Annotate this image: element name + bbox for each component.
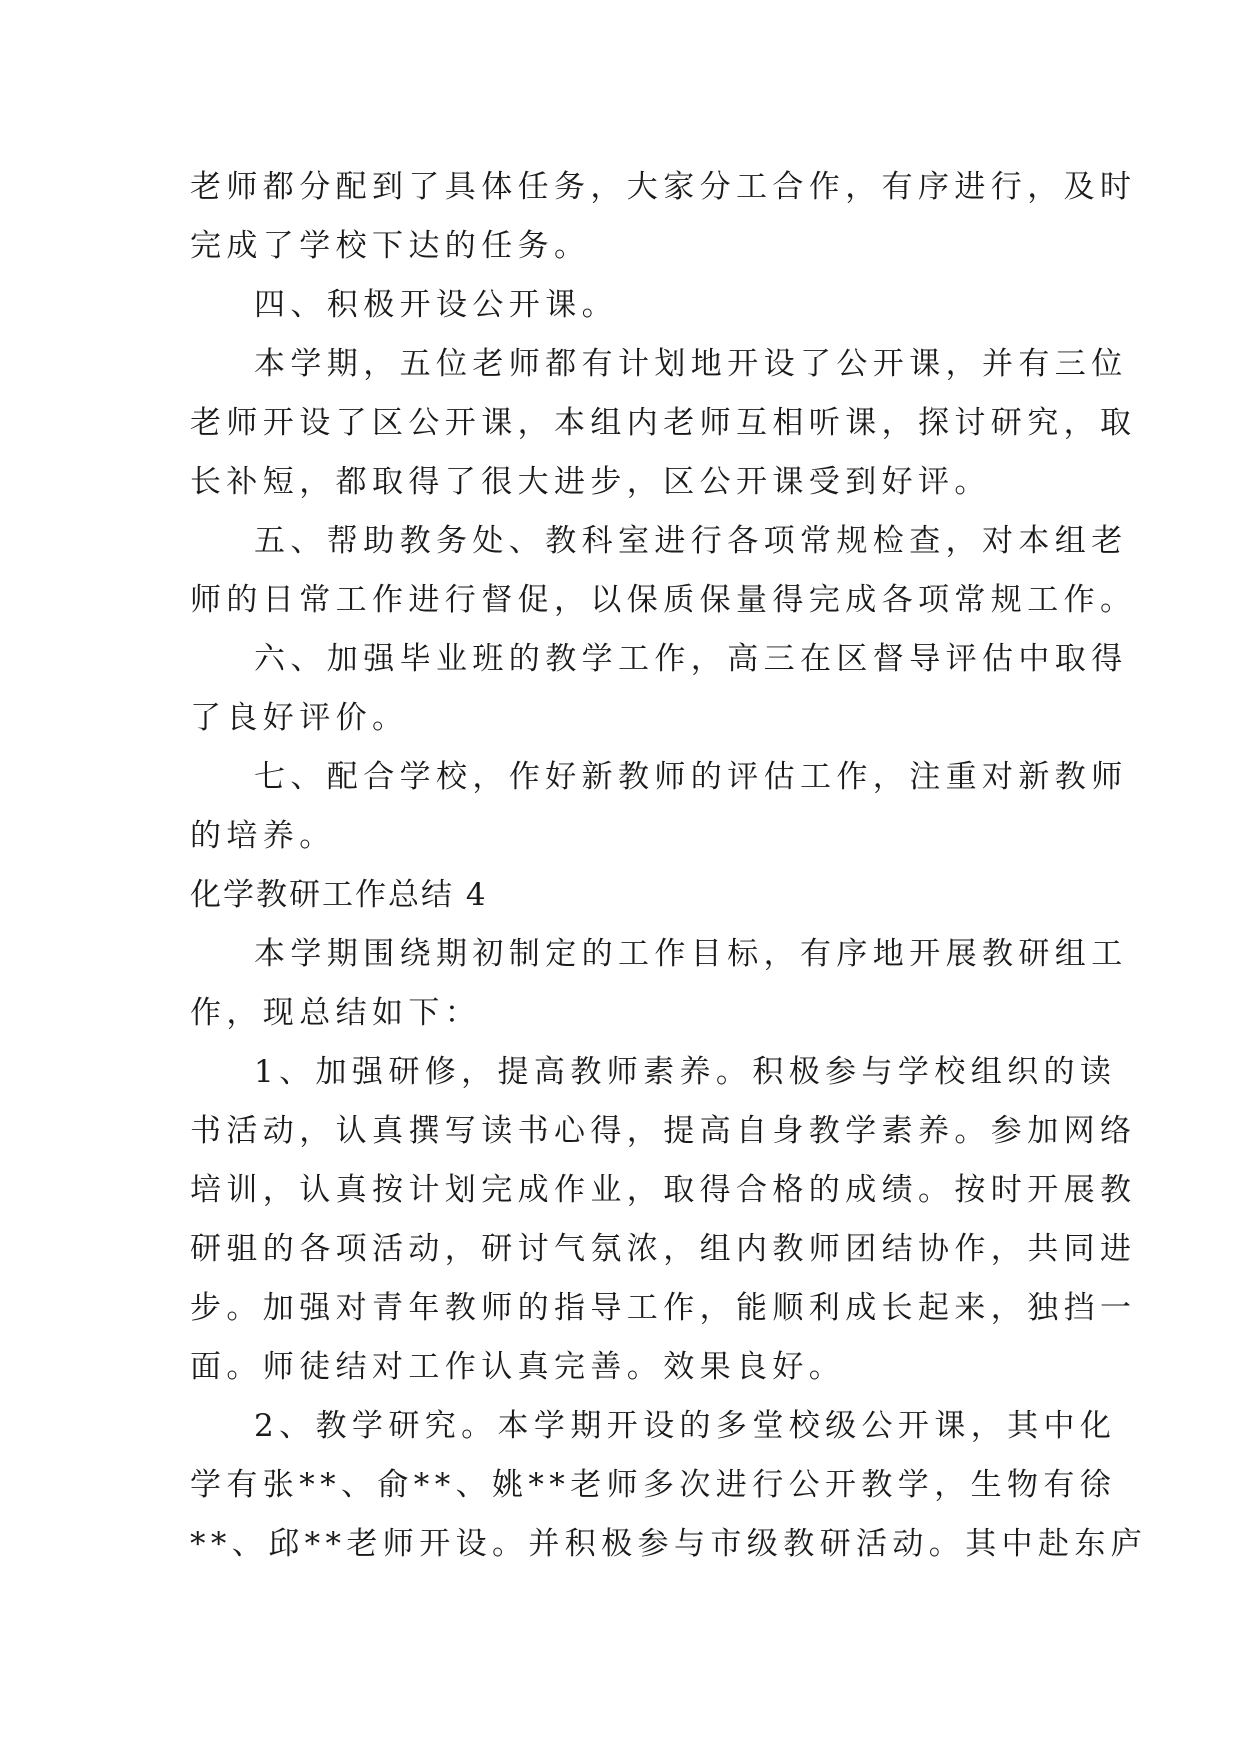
text-line: 2、教学研究。本学期开设的多堂校级公开课，其中化 [254, 1408, 1117, 1444]
section-heading: 四、积极开设公开课。 [254, 287, 618, 323]
text-line: 书活动，认真撰写读书心得，提高自身教学素养。参加网络 [190, 1113, 1137, 1149]
text-line: **、邱**老师开设。并积极参与市级教研活动。其中赴东庐 [190, 1526, 1148, 1562]
text-line: 了良好评价。 [190, 700, 409, 736]
text-line: 完成了学校下达的任务。 [190, 228, 591, 264]
text-line: 老师开设了区公开课，本组内老师互相听课，探讨研究，取 [190, 405, 1137, 441]
text-line: 步。加强对青年教师的指导工作，能顺利成长起来，独挡一 [190, 1290, 1137, 1326]
text-line: 学有张**、俞**、姚**老师多次进行公开教学，生物有徐 [190, 1467, 1117, 1503]
document-page [190, 158, 1148, 1574]
text-line: 老师都分配到了具体任务，大家分工合作，有序进行，及时 [190, 169, 1137, 205]
text-line: 本学期，五位老师都有计划地开设了公开课，并有三位 [254, 346, 1128, 382]
text-line: 研驵的各项活动，研讨气氛浓，组内教师团结协作，共同进 [190, 1231, 1137, 1267]
text-line: 长补短，都取得了很大进步，区公开课受到好评。 [190, 464, 991, 500]
text-line: 作，现总结如下： [190, 995, 482, 1031]
text-line: 1、加强研修，提高教师素养。积极参与学校组织的读 [254, 1054, 1117, 1090]
text-line: 六、加强毕业班的教学工作，高三在区督导评估中取得 [254, 641, 1128, 677]
text-line: 面。师徒结对工作认真完善。效果良好。 [190, 1349, 846, 1385]
text-line: 培训，认真按计划完成作业，取得合格的成绩。按时开展教 [190, 1172, 1137, 1208]
text-line: 本学期围绕期初制定的工作目标，有序地开展教研组工 [254, 936, 1128, 972]
text-line: 七、配合学校，作好新教师的评估工作，注重对新教师 [254, 759, 1128, 795]
text-line: 五、帮助教务处、教科室进行各项常规检查，对本组老 [254, 523, 1128, 559]
text-line: 师的日常工作进行督促，以保质保量得完成各项常规工作。 [190, 582, 1137, 618]
section-title: 化学教研工作总结 4 [190, 877, 488, 913]
text-line: 的培养。 [190, 818, 336, 854]
